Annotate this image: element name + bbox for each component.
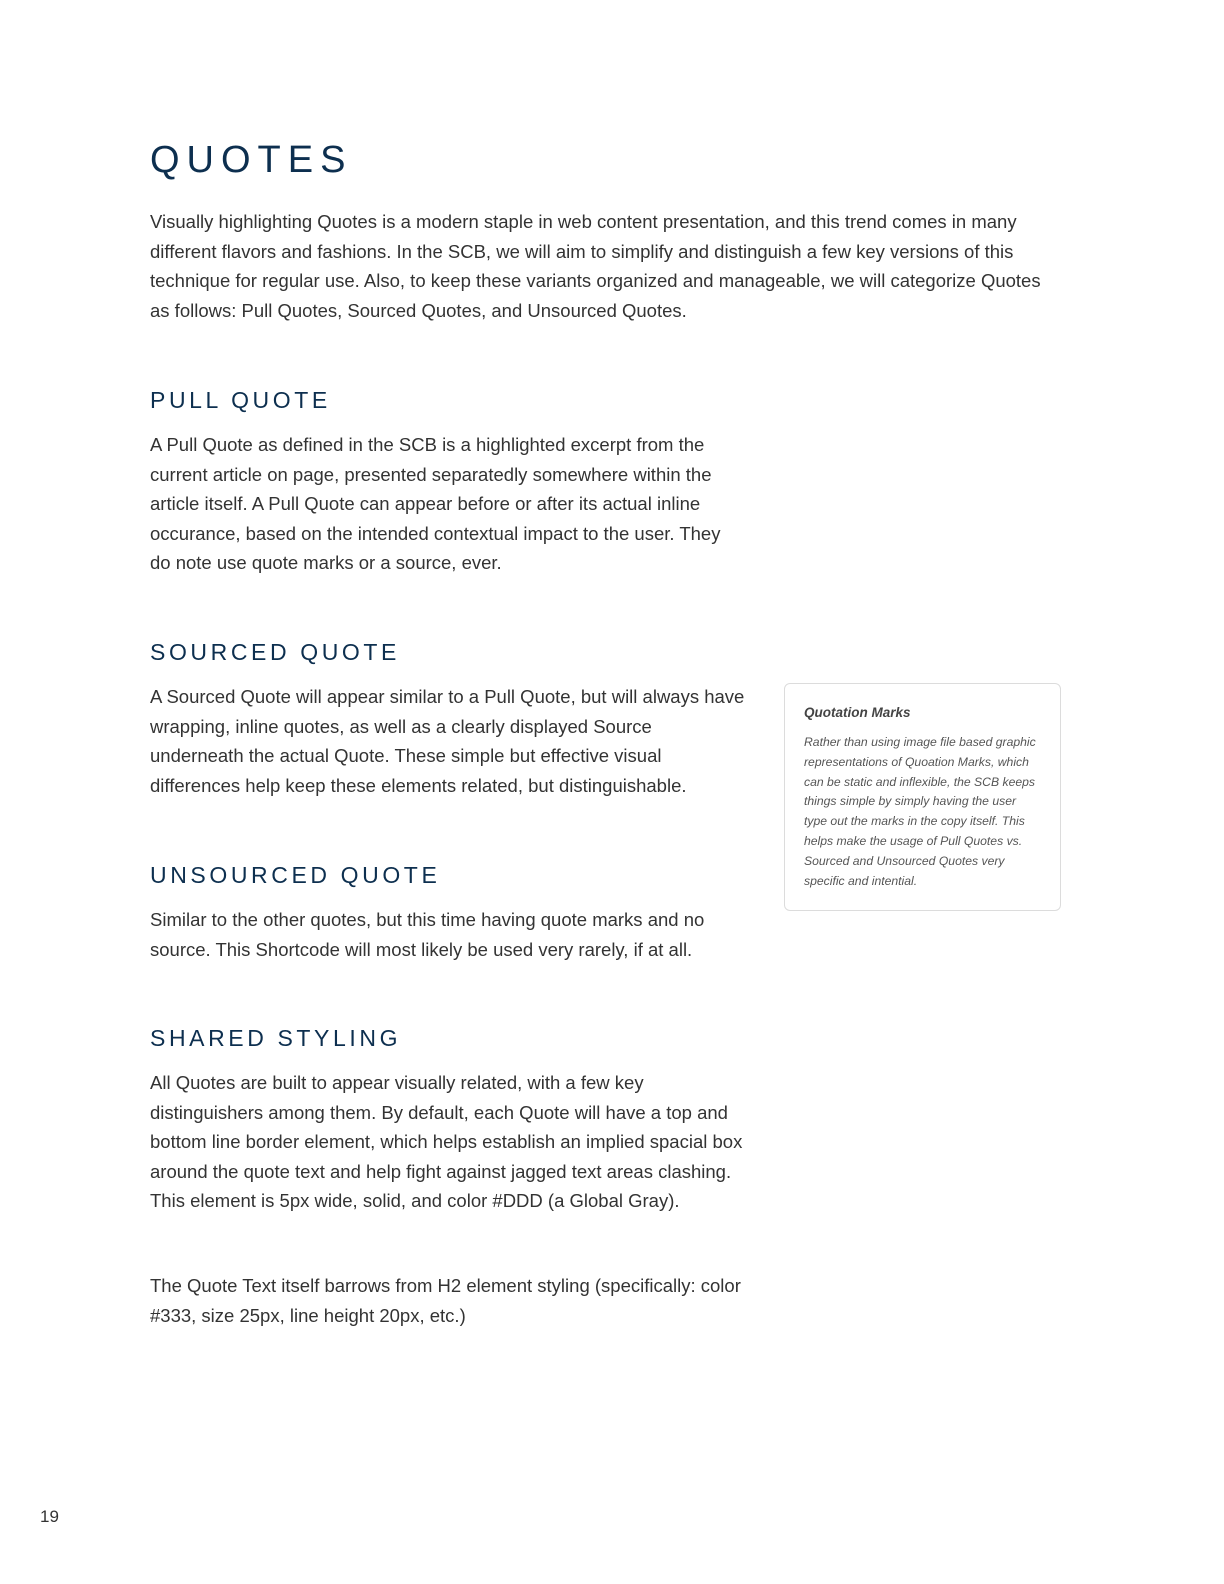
- sourced-quote-heading: SOURCED QUOTE: [150, 639, 400, 665]
- intro-paragraph: Visually highlighting Quotes is a modern staple in web content presentation, and this trend comes in many different flavors and fashions. In the SCB, we will aim to simplify and distinguish a few key versions of this technique for regular use. Also, to keep these variants organized and manageable, we will categorize Quotes as follows: Pull Quotes, Sourced Quotes, and Unsourced Quotes.: [150, 211, 1041, 321]
- shared-styling-heading: SHARED STYLING: [150, 1025, 402, 1051]
- note-title: Quotation Marks: [804, 705, 911, 720]
- unsourced-quote-heading: UNSOURCED QUOTE: [150, 862, 441, 888]
- page-number: 19: [40, 1507, 59, 1526]
- pull-quote-body: A Pull Quote as defined in the SCB is a highlighted excerpt from the current article on page, presented separatedly somewhere within the article itself. A Pull Quote can appear before or after its actual inline occurance, based on the intended contextual impact to the user. They do note use quote marks or a source, ever.: [150, 434, 721, 574]
- note-body: Rather than using image file based graphic representations of Quoation Marks, which can be static and inflexible, the SCB keeps things simple by simply having the user type out the marks in the copy itself. This helps make the usage of Pull Quotes vs. Sourced and Unsourced Quotes very specific and intential.: [804, 735, 1036, 888]
- page-title: QUOTES: [150, 139, 353, 181]
- shared-styling-body: All Quotes are built to appear visually related, with a few key distinguishers among them. By default, each Quote will have a top and bottom line border element, which helps establish an implied spacial box around the quote text and help fight against jagged text areas clashing. This element is 5px wide, solid, and color #DDD (a Global Gray).: [150, 1072, 743, 1212]
- quotation-marks-note: [784, 683, 1061, 911]
- shared-styling-body-second: The Quote Text itself barrows from H2 element styling (specifically: color #333, size 25px, line height 20px, etc.): [150, 1275, 741, 1326]
- sourced-quote-body: A Sourced Quote will appear similar to a Pull Quote, but will always have wrapping, inline quotes, as well as a clearly displayed Source underneath the actual Quote. These simple but effective visual differences help keep these elements related, but distinguishable.: [150, 686, 745, 796]
- pull-quote-heading: PULL QUOTE: [150, 387, 331, 413]
- unsourced-quote-body: Similar to the other quotes, but this time having quote marks and no source. This Shortcode will most likely be used very rarely, if at all.: [150, 909, 705, 960]
